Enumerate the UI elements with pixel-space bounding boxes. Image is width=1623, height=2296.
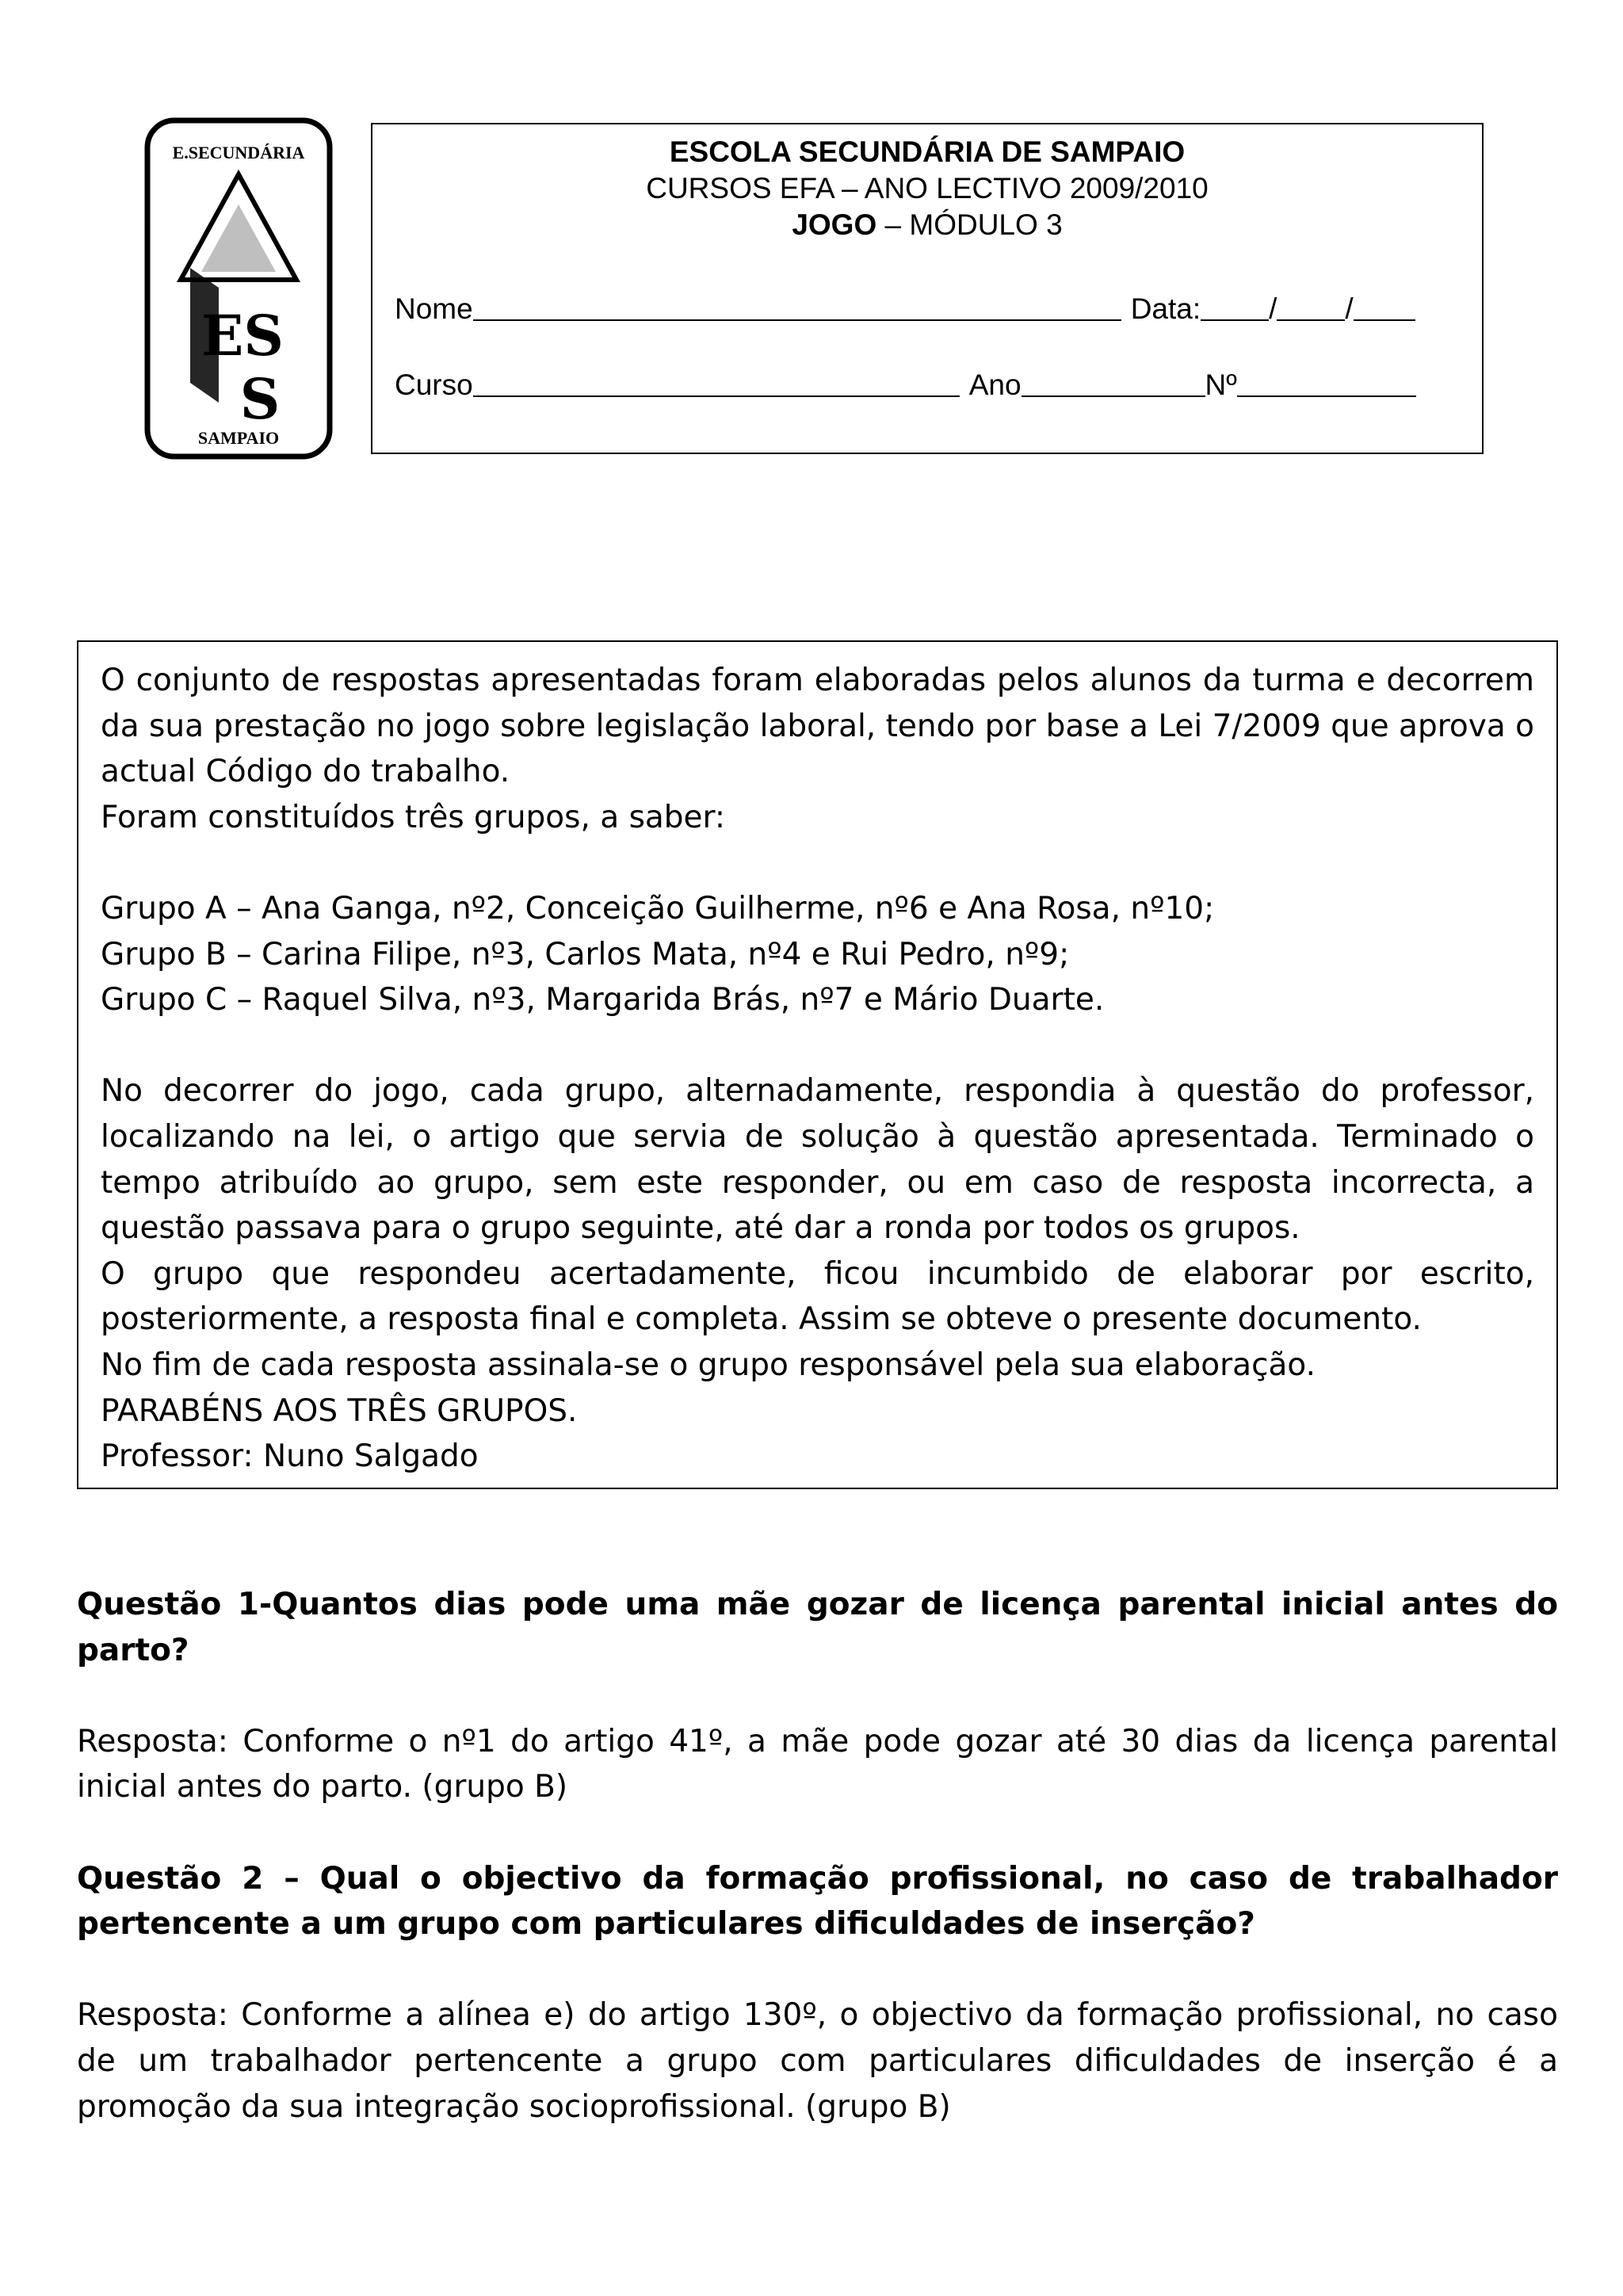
- curso-ano-num-row: [395, 365, 1460, 402]
- ano-label: Ano: [968, 369, 1022, 401]
- game-module: [372, 207, 1482, 243]
- game-outcome: O grupo que respondeu acertadamente, ficou incumbido de elaborar por escrito, posteriormente, a resposta final e completa. Assim se obteve o presente documento.: [101, 1255, 1534, 1338]
- svg-text:SAMPAIO: SAMPAIO: [197, 428, 280, 448]
- module-label: – MÓDULO 3: [876, 208, 1063, 241]
- name-label: Nome: [395, 292, 473, 325]
- intro-paragraph: O conjunto de respostas apresentadas foram elaboradas pelos alunos da turma e decorrem da sua prestação no jogo sobre legislação laboral, tendo por base a Lei 7/2009 que aprova o actual Código do trabalho.: [101, 663, 1534, 790]
- game-rules: No decorrer do jogo, cada grupo, alternadamente, respondia à questão do professor, localizando na lei, o artigo que servia de solução à questão apresentada. Terminado o tempo atribuído ao grupo, sem este responder, ou em caso de resposta incorrecta, a questão passava para o grupo seguinte, até dar a ronda por todos os grupos.: [101, 1073, 1534, 1247]
- curso-label: Curso: [395, 369, 473, 401]
- group-a: Grupo A – Ana Ganga, nº2, Conceição Guilherme, nº6 e Ana Rosa, nº10;: [101, 890, 1215, 926]
- intro-box: [77, 640, 1558, 1489]
- answer-1: Resposta: Conforme o nº1 do artigo 41º, a mãe pode gozar até 30 dias da licença parental inicial antes do parto. (grupo B): [77, 1723, 1558, 1805]
- school-name: ESCOLA SECUNDÁRIA DE SAMPAIO: [669, 136, 1186, 168]
- date-day-field[interactable]: [1201, 292, 1269, 321]
- question-1: Questão 1-Quantos dias pode uma mãe gozar de licença parental inicial antes do parto?: [77, 1587, 1558, 1668]
- name-date-row: [395, 289, 1460, 326]
- question-2: Questão 2 – Qual o objectivo da formação profissional, no caso de trabalhador pertencente a um grupo com particulares dificuldades de inserção?: [77, 1860, 1558, 1943]
- name-field[interactable]: [473, 292, 1121, 321]
- school-logo: [141, 117, 336, 460]
- date-separator: /: [1269, 292, 1277, 325]
- date-year-field[interactable]: [1354, 292, 1415, 321]
- game-label: JOGO: [792, 208, 877, 241]
- svg-text:S: S: [239, 366, 281, 432]
- num-field[interactable]: [1237, 369, 1416, 397]
- curso-field[interactable]: [473, 369, 960, 397]
- date-separator: /: [1345, 292, 1354, 325]
- course-year: CURSOS EFA – ANO LECTIVO 2009/2010: [646, 172, 1209, 204]
- svg-text:E.SECUNDÁRIA: E.SECUNDÁRIA: [172, 143, 305, 162]
- teacher: Professor: Nuno Salgado: [101, 1438, 479, 1475]
- num-label: Nº: [1205, 369, 1237, 401]
- congratulations: PARABÉNS AOS TRÊS GRUPOS.: [101, 1392, 578, 1429]
- date-label: Data:: [1130, 292, 1201, 325]
- group-b: Grupo B – Carina Filipe, nº3, Carlos Mata, nº4 e Rui Pedro, nº9;: [101, 936, 1070, 972]
- group-note: No fim de cada resposta assinala-se o grupo responsável pela sua elaboração.: [101, 1347, 1316, 1383]
- header-box: [371, 123, 1484, 454]
- questions-section: [77, 1582, 1558, 2130]
- date-month-field[interactable]: [1277, 292, 1345, 321]
- svg-text:ES: ES: [201, 303, 284, 369]
- answer-2: Resposta: Conforme a alínea e) do artigo 130º, o objectivo da formação profissional, no caso de um trabalhador pertencente a grupo com particulares dificuldades de inserção é a promoção da sua integração socioprofissional. (grupo B): [77, 1997, 1558, 2125]
- groups-intro: Foram constituídos três grupos, a saber:: [101, 799, 726, 835]
- group-c: Grupo C – Raquel Silva, nº3, Margarida Brás, nº7 e Mário Duarte.: [101, 982, 1105, 1018]
- ano-field[interactable]: [1022, 369, 1205, 397]
